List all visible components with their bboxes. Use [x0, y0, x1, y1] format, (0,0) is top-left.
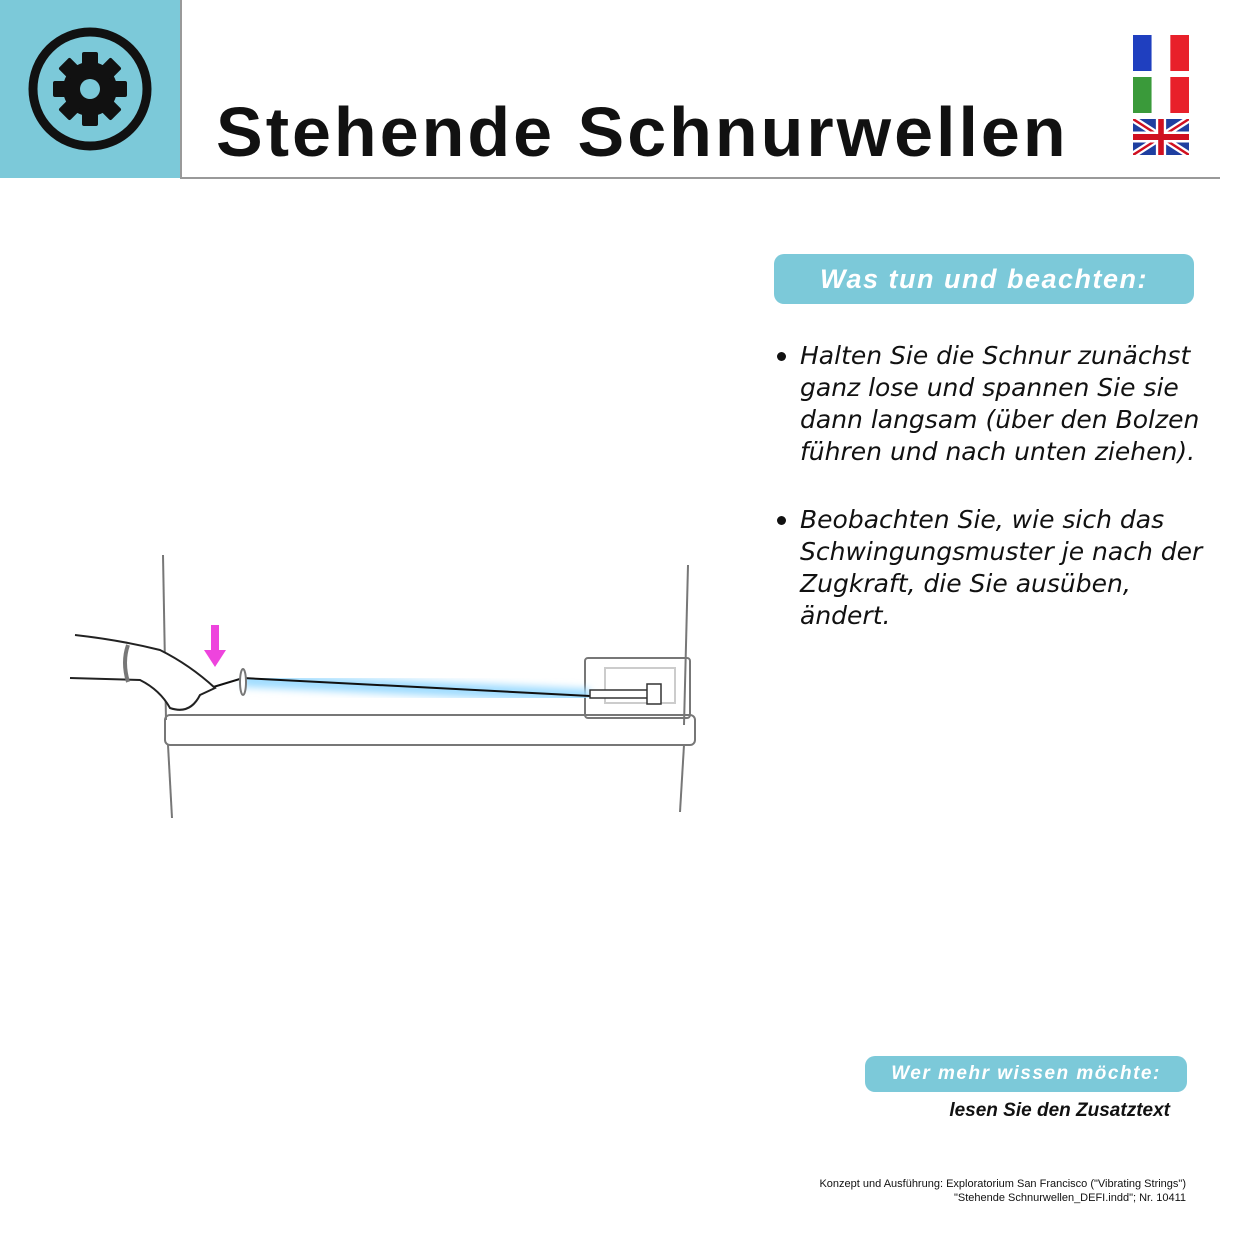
divider-horizontal: [180, 177, 1220, 179]
footer-credits: [819, 1177, 1186, 1205]
string-apparatus-illustration: [60, 550, 710, 830]
uk-flag[interactable]: [1133, 119, 1189, 155]
france-flag[interactable]: [1133, 35, 1189, 71]
arrow-down-icon: [204, 625, 226, 667]
logo-box: [0, 0, 180, 178]
more-info-text: lesen Sie den Zusatztext: [949, 1100, 1170, 1121]
footer-line: "Stehende Schnurwellen_DEFI.indd"; Nr. 10411: [953, 1192, 1186, 1204]
list-item: Halten Sie die Schnur zunächst ganz lose und spannen Sie sie dann langsam (über den Bolzen führen und nach unten ziehen).: [775, 340, 1215, 468]
list-item: Beobachten Sie, wie sich das Schwingungsmuster je nach der Zugkraft, die Sie ausüben, ändert.: [775, 504, 1215, 632]
page-title: Stehende Schnurwellen: [216, 93, 1069, 171]
italy-flag[interactable]: [1133, 77, 1189, 113]
section-heading: Was tun und beachten:: [774, 254, 1194, 304]
footer-line: Konzept und Ausführung: Exploratorium San Francisco ("Vibrating Strings"): [819, 1178, 1186, 1190]
hand-drawing: [70, 635, 215, 710]
divider-vertical: [180, 0, 182, 178]
instructions-list: [775, 340, 1215, 668]
gear-icon: [26, 25, 154, 153]
more-info-heading: Wer mehr wissen möchte:: [865, 1056, 1187, 1092]
